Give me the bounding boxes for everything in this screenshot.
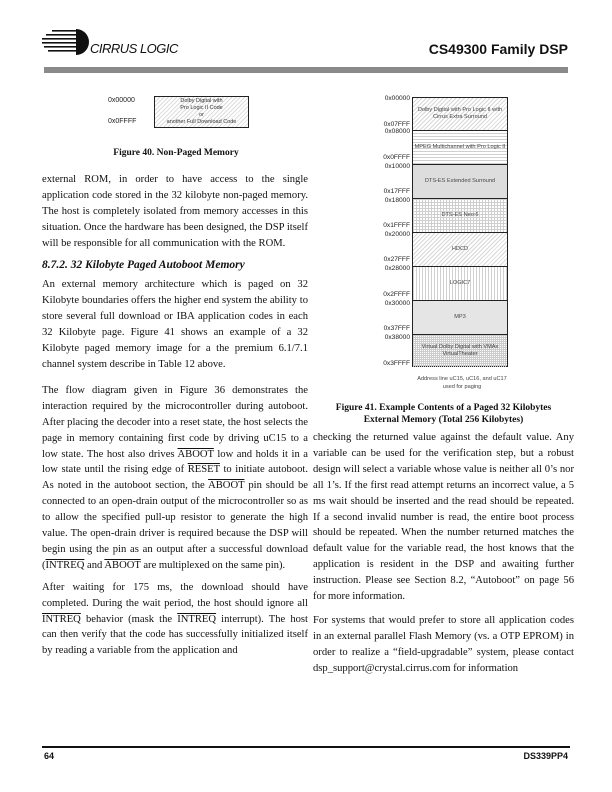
address-label: 0x1FFFF xyxy=(383,222,410,229)
memory-page-block: HDCD xyxy=(413,233,507,267)
right-column xyxy=(313,430,574,683)
footer-divider xyxy=(42,746,570,748)
address-label: 0x28000 xyxy=(384,265,410,272)
text-run: After waiting for 175 ms, the download should have completed. During the wait period, the host should ignore all xyxy=(42,581,308,609)
address-label: 0x10000 xyxy=(384,163,410,170)
figure-40-diagram xyxy=(100,94,300,134)
signal-intreq: INTREQ xyxy=(177,613,217,625)
memory-block-label: another Full Download Code xyxy=(166,119,237,125)
logo-text: CIRRUS LOGIC xyxy=(90,41,178,56)
address-label: 0x08000 xyxy=(384,128,410,135)
paragraph: For systems that would prefer to store all application codes in an external parallel Flash Memory (vs. a OTP EPROM) in order to realize a “field-upgradable” system, please contact dsp_support@crystal.cirrus.com for information xyxy=(313,614,574,674)
memory-block-label: Dolby Digital with xyxy=(180,98,223,104)
address-label: 0x37FFF xyxy=(383,325,410,332)
address-label: 0x17FFF xyxy=(383,188,410,195)
memory-page-block: Dolby Digital with Pro Logic II with Cirrus Extra Surround xyxy=(413,98,507,131)
address-label: 0x0FFFF xyxy=(108,118,137,125)
document-id: DS339PP4 xyxy=(523,751,568,761)
address-label: 0x3FFFF xyxy=(383,360,410,367)
memory-block-label: or xyxy=(199,112,204,118)
signal-intreq: INTREQ xyxy=(45,559,85,571)
signal-aboot: ABOOT xyxy=(177,448,214,460)
text-run: low and holds it in a low state until the rising edge of xyxy=(42,448,308,476)
paragraph xyxy=(42,383,308,574)
document-title: CS49300 Family DSP xyxy=(428,41,568,57)
text-run: behavior (mask the xyxy=(80,613,178,625)
address-label: 0x0FFFF xyxy=(383,154,410,161)
figure-40-caption: Figure 40. Non-Paged Memory xyxy=(113,148,239,158)
header-divider xyxy=(44,67,568,73)
paragraph xyxy=(42,580,308,660)
paragraph: An external memory architecture which is paged on 32 Kilobyte boundaries offers the higher end system the ability to store several full download or IBA application codes in each 32 Kilobyte page. Figure 41 shows an example of a 32 Kilobyte paged memory image for a the premium 6.1/7.1 channel system describe in Table 12 above. xyxy=(42,279,308,370)
paragraph: checking the returned value against the default value. Any variable can be used for the verification step, but a robust design will select a variable whose value is neither all 0’s nor all 1’s. If the first read attempt returns an incorrect value, a 5 ms wait should be inserted and the read should be repeated. If a second invalid number is read, the entire boot process should be repeated. When the number returned matches the default value for the variable read, the host knows that the application is resident in the DSP and awaiting further instruction. Please see Section 8.2, “Autoboot” on page 56 for more information. xyxy=(313,432,574,603)
paragraph: external ROM, in order to have access to the single application code stored in the 32 kilobyte non-paged memory. The host is completely isolated from memory accesses in this situation. Once the hardware has been designed, the DSP itself will be responsible for all communication with the ROM. xyxy=(42,174,308,249)
address-label: 0x38000 xyxy=(384,334,410,341)
address-label: 0x00000 xyxy=(384,95,410,102)
memory-block xyxy=(154,96,249,128)
address-label: 0x18000 xyxy=(384,197,410,204)
address-label: 0x2FFFF xyxy=(383,291,410,298)
address-label: 0x07FFF xyxy=(383,121,410,128)
page-number: 64 xyxy=(44,751,55,761)
left-column xyxy=(42,172,308,665)
address-label: 0x30000 xyxy=(384,300,410,307)
figure-note: Address line uC15, uC16, and uC17 used for paging xyxy=(417,376,507,390)
memory-page-block: MPEG Multichannel with Pro Logic II xyxy=(413,131,507,165)
text-run: The flow diagram given in Figure 36 demonstrates the interaction required by the microcontroller during autoboot. After placing the decoder into a reset state, the host selects the page in memory containing first code by driving uC15 to a low state. The host also drives xyxy=(42,384,308,460)
memory-page-block: DTS-ES Extended Surround xyxy=(413,165,507,199)
address-label: 0x20000 xyxy=(384,231,410,238)
cirrus-logic-logo xyxy=(42,26,192,56)
text-run: interrupt). The host can then verify that the code has successfully initialized itself by reading a variable from the application and xyxy=(42,613,308,657)
caption-line: Figure 41. Example Contents of a Paged 32 Kilobytes xyxy=(335,403,552,413)
memory-page-block: Virtual Dolby Digital with VMAx VirtualTheater xyxy=(413,335,507,367)
text-run: are multiplexed on the same pin). xyxy=(140,559,286,571)
section-heading: 8.7.2. 32 Kilobyte Paged Autoboot Memory xyxy=(42,258,245,271)
figure-41-diagram xyxy=(366,95,566,395)
signal-reset: RESET xyxy=(187,464,220,476)
address-label: 0x00000 xyxy=(108,97,135,104)
memory-page-block: LOGIC7 xyxy=(413,267,507,301)
caption-line: External Memory (Total 256 Kilobytes) xyxy=(363,414,524,425)
figure-41-caption xyxy=(313,403,574,426)
signal-aboot: ABOOT xyxy=(104,559,141,571)
signal-aboot: ABOOT xyxy=(208,480,245,492)
text-run: pin should be connected to an open-drain output of the microcontroller so as to allow the specified pull-up resistor to generate the high value. The open-drain driver is required because the DSP will begin using the pin as an output after a successful download ( xyxy=(42,480,308,571)
signal-intreq: INTREQ xyxy=(42,613,81,625)
memory-page-block: DTS-ES Neo:6 xyxy=(413,199,507,233)
memory-block-label: Pro Logic II Code xyxy=(180,105,223,111)
paged-memory-map xyxy=(412,97,508,367)
address-label: 0x27FFF xyxy=(383,256,410,263)
text-run: to initiate autoboot. As noted in the autoboot section, the xyxy=(42,464,308,492)
memory-page-block: MP3 xyxy=(413,301,507,335)
text-run: and xyxy=(84,559,105,571)
